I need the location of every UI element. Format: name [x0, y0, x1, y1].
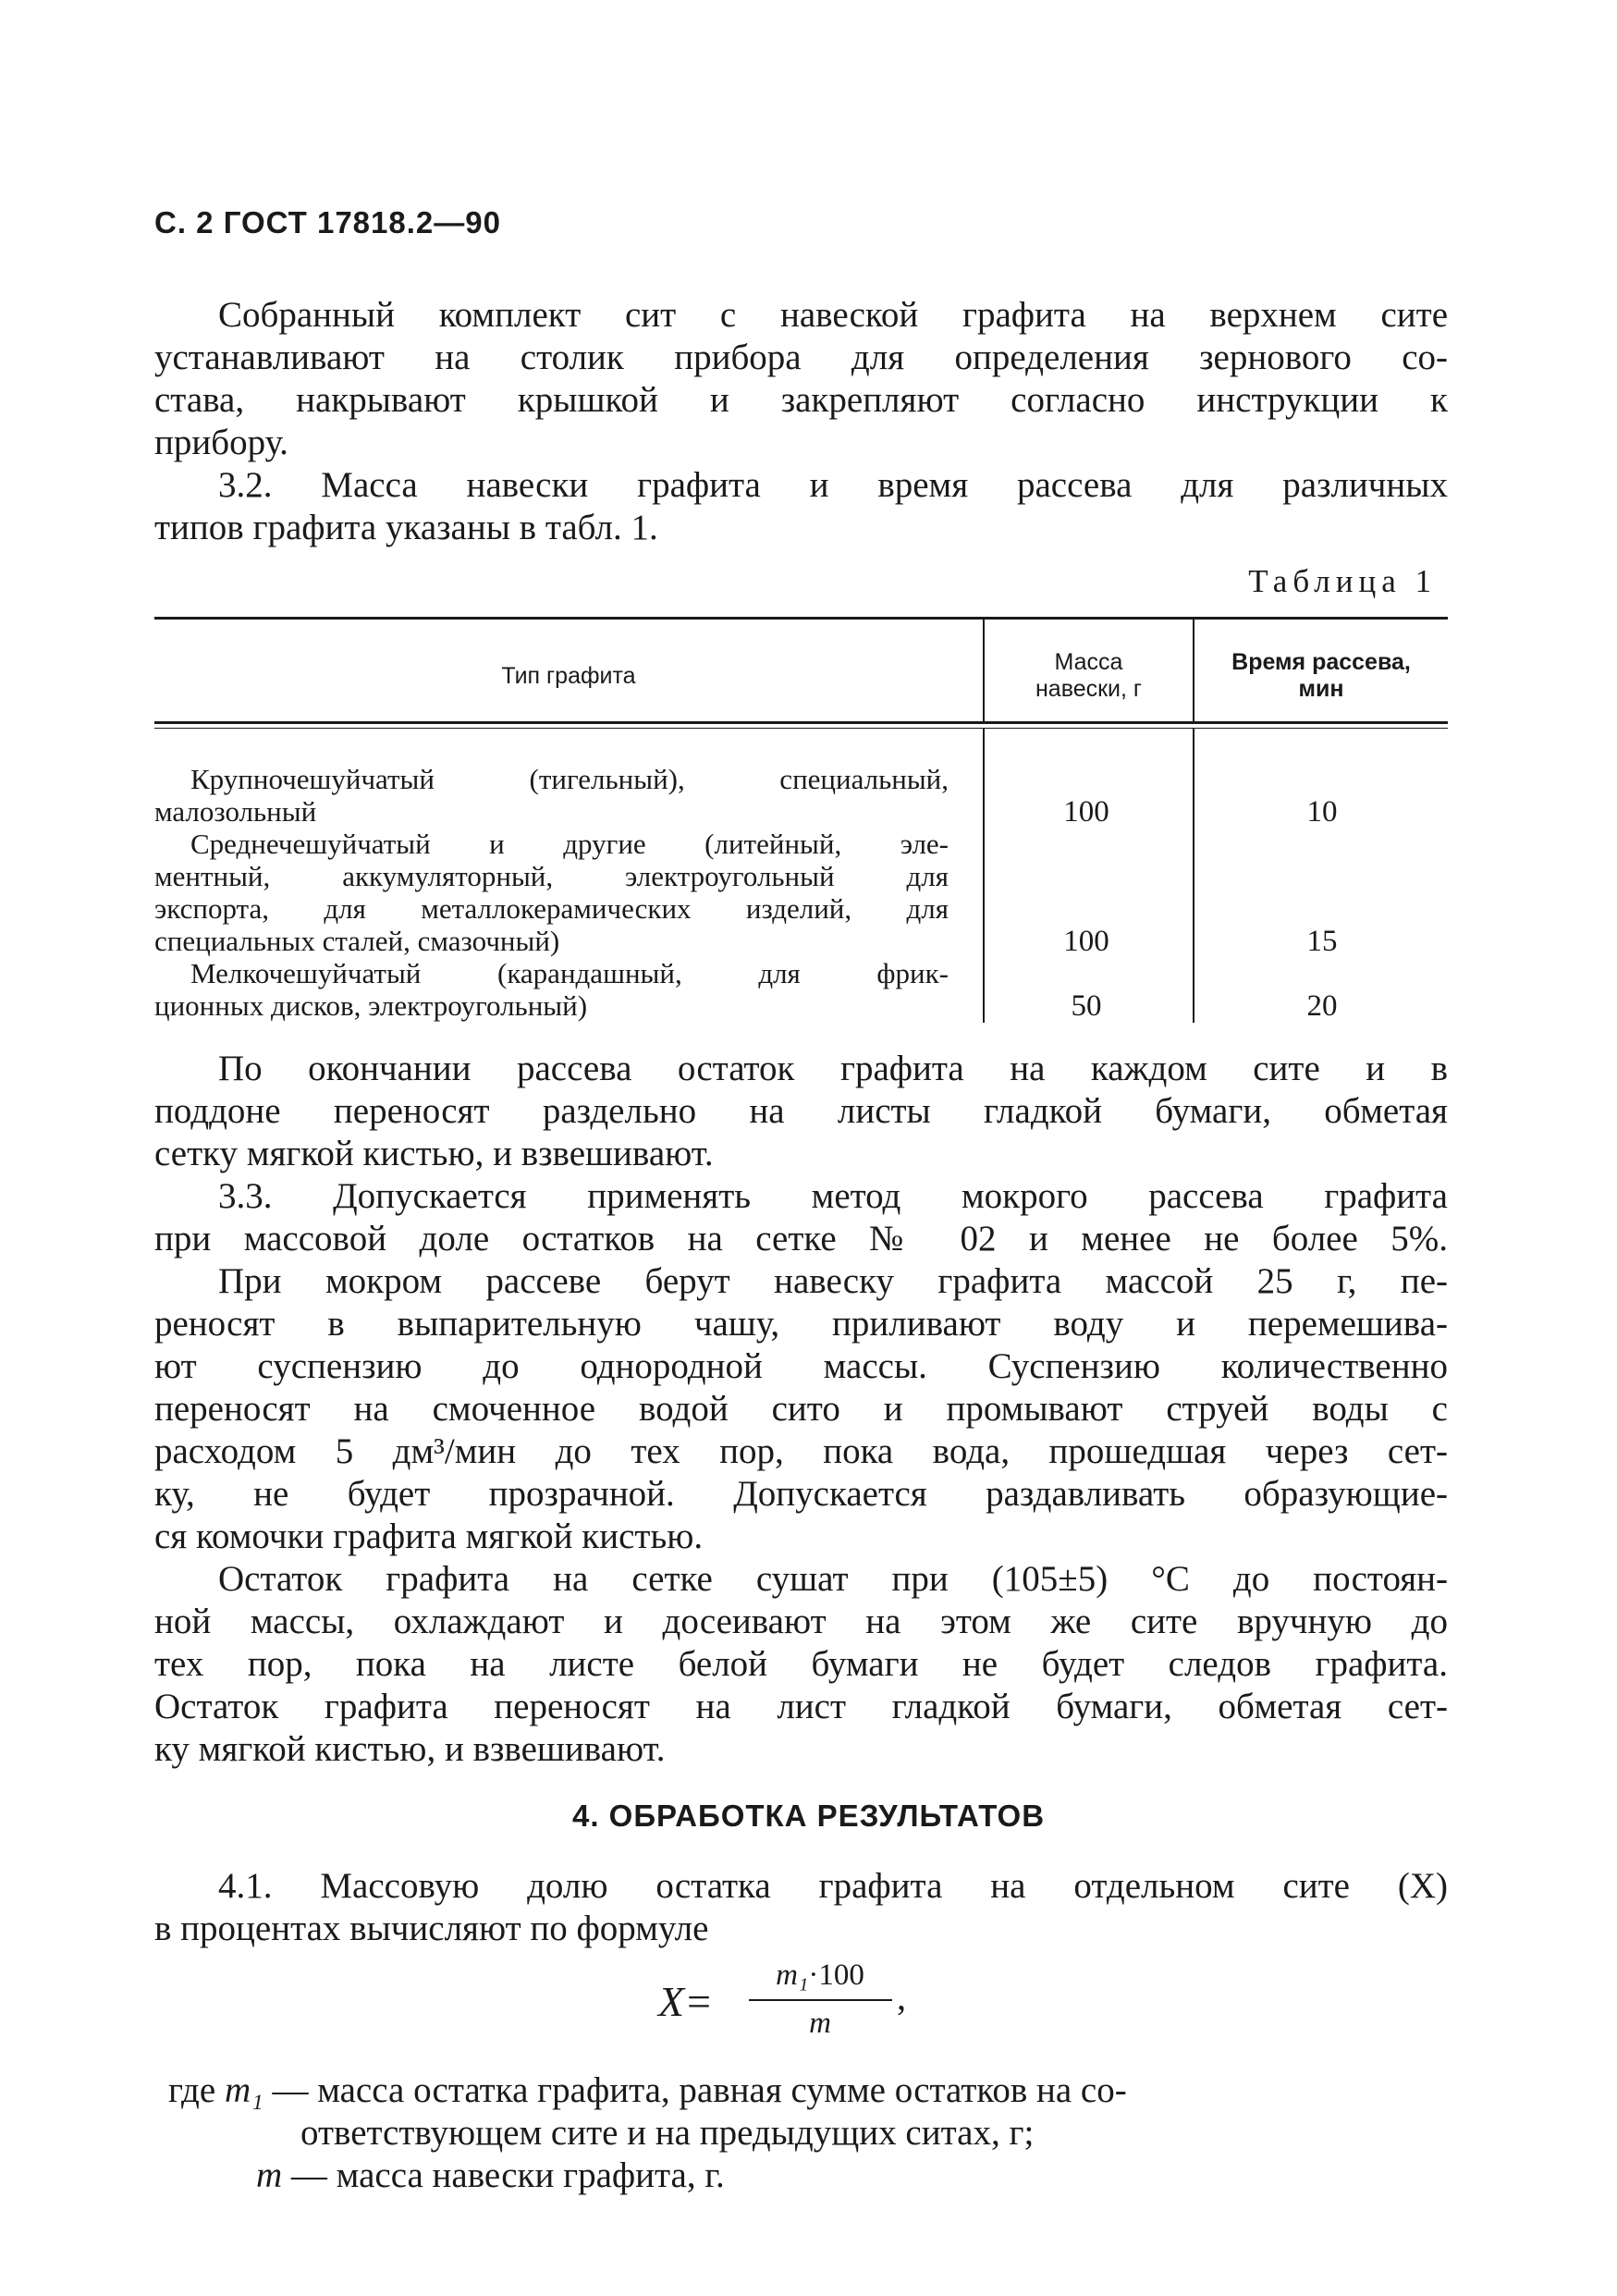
legend-line: ответствующем сите и на предыдущих ситах, г; [300, 2113, 1035, 2153]
legend-text: — масса навески графита, г. [290, 2155, 725, 2195]
text-line: сетку мягкой кистью, и взвешивают. [154, 1134, 714, 1173]
text-line: в процентах вычисляют по формуле [154, 1909, 709, 1948]
table-vline [983, 729, 985, 1023]
row-mass: 100 [1063, 795, 1109, 829]
formula [658, 1958, 936, 2042]
text-line: типов графита указаны в табл. 1. [154, 508, 658, 547]
text-line: поддоне переносят раздельно на листы гладкой бумаги, обметая [154, 1091, 1448, 1131]
text-line: 3.3. Допускается применять метод мокрого рассева графита [218, 1176, 1448, 1216]
text-line: ся комочки графита мягкой кистью. [154, 1516, 704, 1556]
text-line: става, накрывают крышкой и закрепляют согласно инструкции к [154, 380, 1448, 420]
column-header-time [1194, 649, 1448, 703]
text-line: прибору. [154, 423, 288, 462]
table-vline [1193, 729, 1194, 1023]
row-text-line: малозольный [154, 795, 317, 828]
row-time: 15 [1306, 925, 1338, 958]
text-line: 3.2. Масса навески графита и время рассева для различных [218, 465, 1448, 505]
row-time: 20 [1306, 989, 1338, 1023]
row-mass: 50 [1071, 989, 1102, 1023]
text-line: ку мягкой кистью, и взвешивают. [154, 1729, 666, 1769]
table-header-rule-thin [154, 728, 1448, 729]
formula-numerator-var: m₁ [776, 1958, 809, 1992]
formula-numerator [751, 1958, 889, 1993]
text-line: Остаток графита переносят на лист гладкой бумаги, обметая сет- [154, 1687, 1448, 1726]
column-header-type: Тип графита [501, 663, 636, 689]
text-line: расходом 5 дм³/мин до тех пор, пока вода, прошедшая через сет- [154, 1431, 1448, 1471]
header-line: Время рассева, [1231, 649, 1411, 675]
legend-prefix: где [168, 2070, 216, 2110]
header-line: Масса [1054, 649, 1123, 675]
table-header-rule [154, 721, 1448, 724]
text-line: ной массы, охлаждают и досеивают на этом же сите вручную до [154, 1602, 1448, 1641]
row-text-line: Среднечешуйчатый и другие (литейный, эле- [190, 828, 949, 860]
table-top-rule [154, 617, 1448, 620]
fraction-bar [749, 1999, 892, 2001]
formula-comma: , [897, 1976, 906, 2018]
header-line: навески, г [1035, 676, 1143, 702]
legend-symbol: m [256, 2155, 283, 2195]
text-line: При мокром рассеве берут навеску графита массой 25 г, пе- [218, 1261, 1448, 1301]
formula-numerator-rest: ·100 [808, 1958, 864, 1992]
row-text-line: экспорта, для металлокерамических изделий, для [154, 892, 949, 925]
row-text-line: специальных сталей, смазочный) [154, 925, 560, 957]
page-header: С. 2 ГОСТ 17818.2—90 [154, 205, 501, 239]
text-line: переносят на смоченное водой сито и промывают струей воды с [154, 1389, 1448, 1429]
table-caption: Таблица 1 [1248, 563, 1437, 599]
text-line: ку, не будет прозрачной. Допускается раздавливать образующие- [154, 1474, 1448, 1514]
text-line: реносят в выпарительную чашу, приливают воду и перемешива- [154, 1304, 1448, 1344]
legend-line [256, 2155, 725, 2197]
section-title: 4. ОБРАБОТКА РЕЗУЛЬТАТОВ [571, 1799, 1046, 1833]
text-line: Собранный комплект сит с навеской графита на верхнем сите [218, 295, 1448, 335]
row-text-line: ментный, аккумуляторный, электроугольный для [154, 860, 949, 892]
text-line: тех пор, пока на листе белой бумаги не будет следов графита. [154, 1644, 1448, 1684]
header-line: мин [1298, 676, 1344, 702]
text-line: Остаток графита на сетке сушат при (105±5) °С до постоян- [218, 1559, 1448, 1599]
legend-symbol: m₁ [224, 2070, 263, 2110]
text-line: По окончании рассева остаток графита на каждом сите и в [218, 1049, 1448, 1088]
legend-line [168, 2069, 1127, 2112]
column-header-mass [985, 649, 1193, 703]
row-text-line: Крупночешуйчатый (тигельный), специальный, [190, 763, 949, 795]
formula-denominator: m [809, 2007, 831, 2040]
row-text-line: Мелкочешуйчатый (карандашный, для фрик- [190, 957, 949, 989]
row-time: 10 [1306, 795, 1338, 829]
text-line: при массовой доле остатков на сетке № 02 и менее не более 5%. [154, 1219, 1448, 1259]
row-text-line: ционных дисков, электроугольный) [154, 989, 588, 1022]
text-line: 4.1. Массовую долю остатка графита на отдельном сите (X) [218, 1866, 1448, 1906]
text-line: устанавливают на столик прибора для определения зернового со- [154, 338, 1448, 377]
legend-text: — масса остатка графита, равная сумме остатков на со- [272, 2070, 1127, 2110]
row-mass: 100 [1063, 925, 1109, 958]
text-line: ют суспензию до однородной массы. Суспензию количественно [154, 1346, 1448, 1386]
formula-lhs: X= [658, 1978, 714, 2025]
